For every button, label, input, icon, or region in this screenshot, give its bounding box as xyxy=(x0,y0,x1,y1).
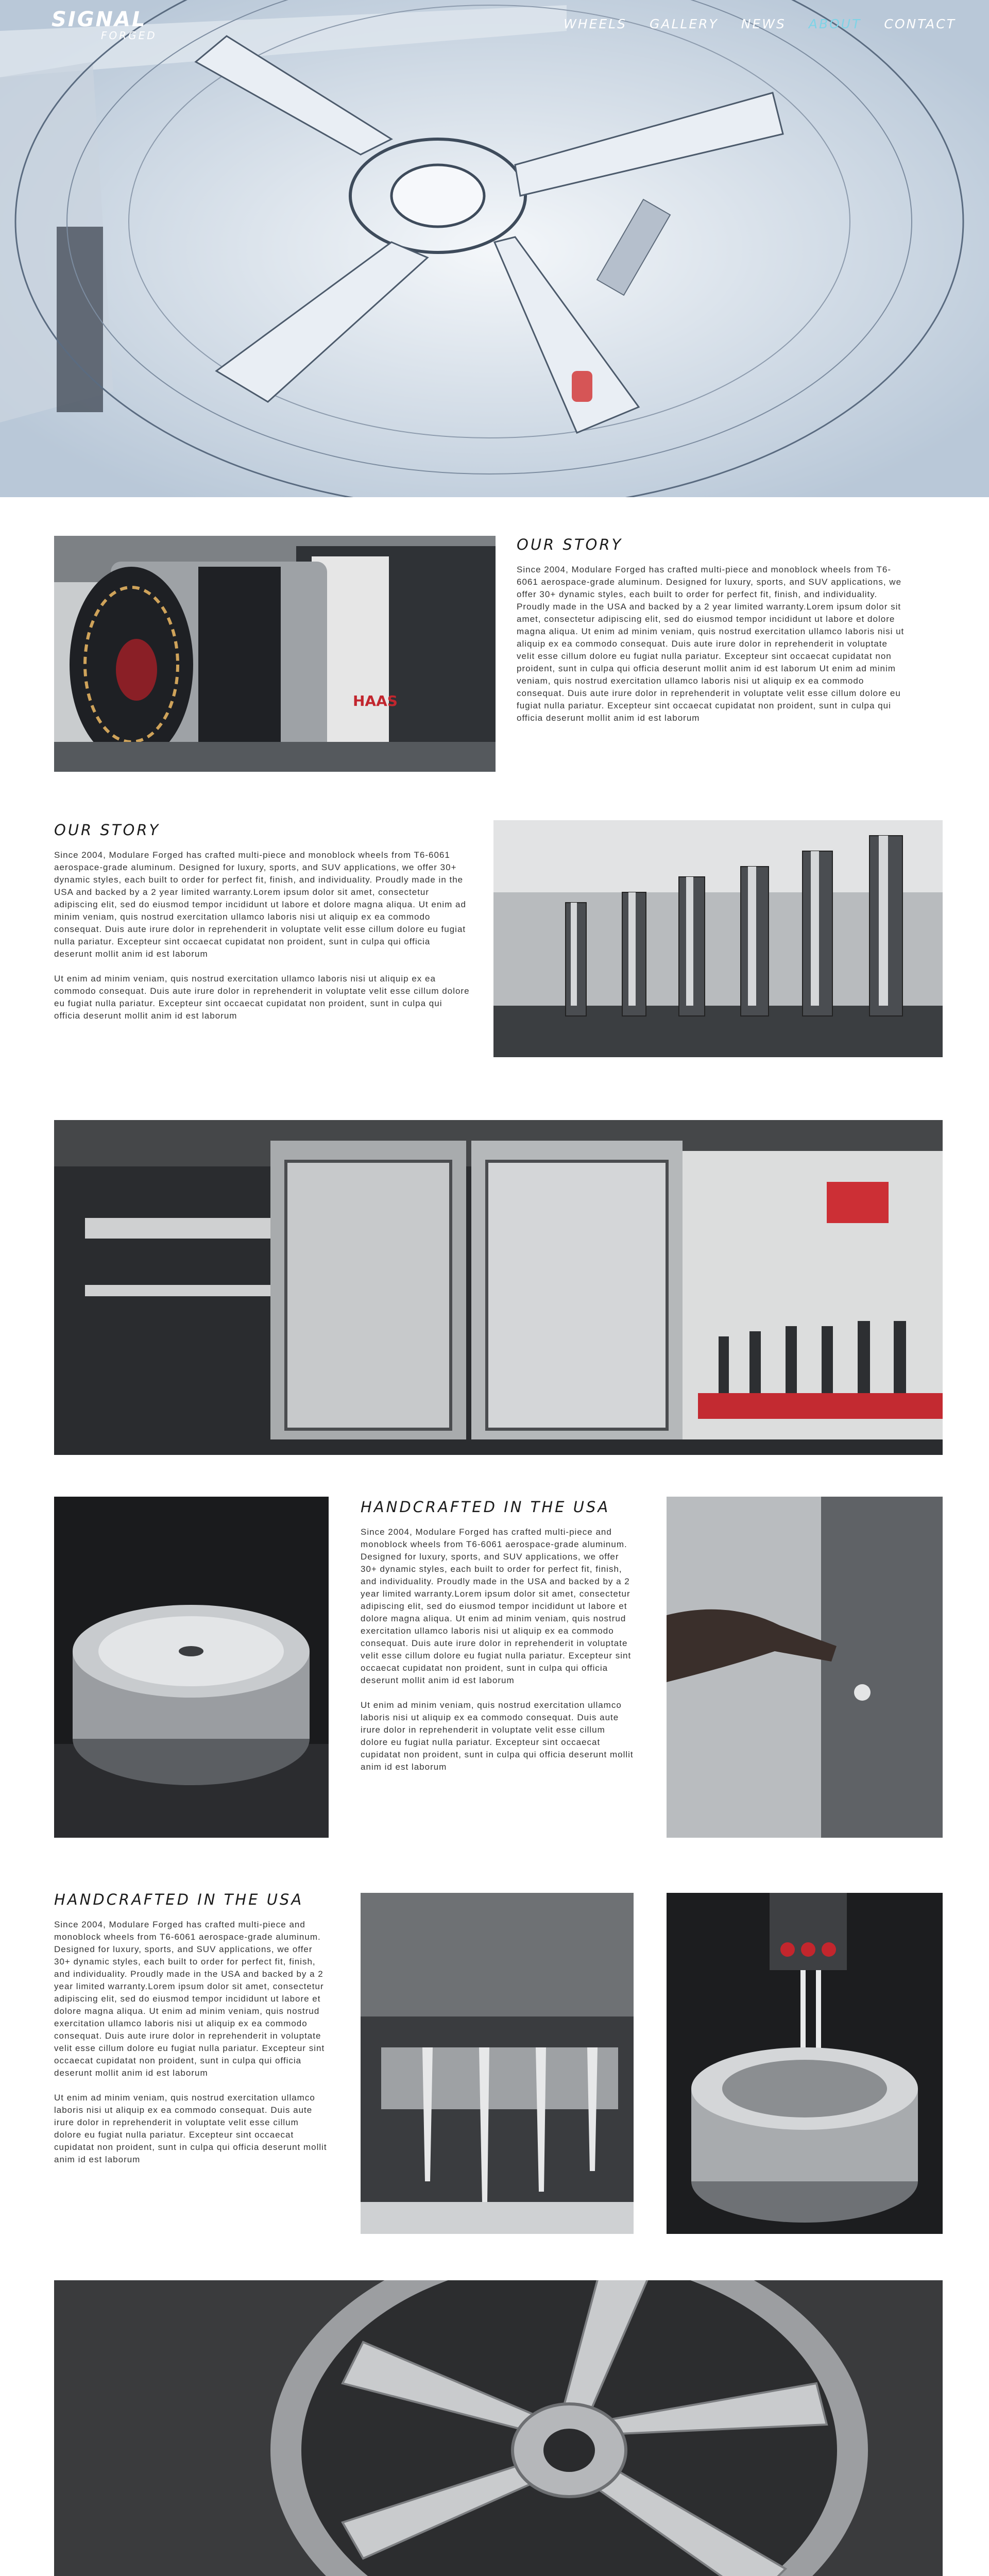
section-paragraph: Ut enim ad minim veniam, quis nostrud exercitation ullamco laboris nisi ut aliquip ex ea commodo consequat. Duis aute irure dolor in reprehenderit in voluptate velit esse cillum dolore eu fugiat nulla pariatur. Excepteur sint occaecat cupidatat non proident, sunt in culpa qui officia deserunt mollit anim id est laborum xyxy=(54,974,470,1021)
section-paragraph: Since 2004, Modulare Forged has crafted multi-piece and monoblock wheels from T6-6061 aerospace-grade aluminum. Designed for luxury, sports, and SUV applications, we offer 30+ dynamic styles, each built to order for perfect fit, finish, and individuality. Proudly made in the USA and backed by a 2 year limited warranty.Lorem ipsum dolor sit amet, consectetur adipiscing elit, sed do eiusmod tempor incididunt ut labore et dolore magna aliqua. Ut enim ad minim veniam, quis nostrud exercitation ullamco laboris nisi ut aliquip ex ea commodo consequat. Duis aute irure dolor in reprehenderit in voluptate velit esse cillum dolore eu fugiat nulla pariatur. Excepteur sint occaecat cupidatat non proident, sunt in culpa qui officia deserunt mollit anim id est laborum Ut enim ad minim veniam, quis nostrud exercitation ullamco laboris nisi ut aliquip ex ea commodo consequat. Duis aute irure dolor in reprehenderit in voluptate velit esse cillum dolore eu fugiat nulla pariatur. Excepteur sint occaecat cupidatat non proident, sunt in culpa qui officia deserunt mollit anim id est laborum xyxy=(517,565,905,723)
logo-line-1: SIGNAL xyxy=(52,8,147,31)
nav-about[interactable]: ABOUT xyxy=(808,16,862,31)
hero-banner xyxy=(0,0,989,497)
nav-gallery[interactable]: GALLERY xyxy=(649,16,719,31)
section-heading: OUR STORY xyxy=(54,821,161,839)
machined-wheel-image xyxy=(54,1497,329,1838)
main-nav xyxy=(564,16,956,31)
section-heading: OUR STORY xyxy=(517,536,623,553)
our-story-block-1 xyxy=(517,536,908,737)
workshop-machine-image xyxy=(54,1120,943,1455)
section-paragraph: Since 2004, Modulare Forged has crafted multi-piece and monoblock wheels from T6-6061 aerospace-grade aluminum. Designed for luxury, sports, and SUV applications, we offer 30+ dynamic styles, each built to order for perfect fit, finish, and individuality. Proudly made in the USA and backed by a 2 year limited warranty.Lorem ipsum dolor sit amet, consectetur adipiscing elit, sed do eiusmod tempor incididunt ut labore et dolore magna aliqua. Ut enim ad minim veniam, quis nostrud exercitation ullamco laboris nisi ut aliquip ex ea commodo consequat. Duis aute irure dolor in reprehenderit in voluptate velit esse cillum dolore eu fugiat nulla pariatur. Excepteur sint occaecat cupidatat non proident, sunt in culpa qui officia deserunt mollit anim id est laborum xyxy=(361,1527,632,1685)
section-paragraph: Ut enim ad minim veniam, quis nostrud exercitation ullamco laboris nisi ut aliquip ex ea commodo consequat. Duis aute irure dolor in reprehenderit in voluptate velit esse cillum dolore eu fugiat nulla pariatur. Excepteur sint occaecat cupidatat non proident, sunt in culpa qui officia deserunt mollit anim id est laborum xyxy=(361,1700,634,1772)
wheel-coolant-image xyxy=(667,1893,943,2234)
nav-news[interactable]: NEWS xyxy=(741,16,786,31)
coolant-milling-image xyxy=(361,1893,634,2234)
section-paragraph: Since 2004, Modulare Forged has crafted multi-piece and monoblock wheels from T6-6061 aerospace-grade aluminum. Designed for luxury, sports, and SUV applications, we offer 30+ dynamic styles, each built to order for perfect fit, finish, and individuality. Proudly made in the USA and backed by a 2 year limited warranty.Lorem ipsum dolor sit amet, consectetur adipiscing elit, sed do eiusmod tempor incididunt ut labore et dolore magna aliqua. Ut enim ad minim veniam, quis nostrud exercitation ullamco laboris nisi ut aliquip ex ea commodo consequat. Duis aute irure dolor in reprehenderit in voluptate velit esse cillum dolore eu fugiat nulla pariatur. Excepteur sint occaecat cupidatat non proident, sunt in culpa qui officia deserunt mollit anim id est laborum xyxy=(54,1920,325,2078)
haas-machine-image xyxy=(54,536,496,772)
section-paragraph: Ut enim ad minim veniam, quis nostrud exercitation ullamco laboris nisi ut aliquip ex ea commodo consequat. Duis aute irure dolor in reprehenderit in voluptate velit esse cillum dolore eu fugiat nulla pariatur. Excepteur sint occaecat cupidatat non proident, sunt in culpa qui officia deserunt mollit anim id est laborum xyxy=(54,2093,327,2164)
tool-holders-image xyxy=(493,820,943,1057)
handcrafted-block-1 xyxy=(361,1498,634,1786)
section-paragraph: Since 2004, Modulare Forged has crafted multi-piece and monoblock wheels from T6-6061 aerospace-grade aluminum. Designed for luxury, sports, and SUV applications, we offer 30+ dynamic styles, each built to order for perfect fit, finish, and individuality. Proudly made in the USA and backed by a 2 year limited warranty.Lorem ipsum dolor sit amet, consectetur adipiscing elit, sed do eiusmod tempor incididunt ut labore et dolore magna aliqua. Ut enim ad minim veniam, quis nostrud exercitation ullamco laboris nisi ut aliquip ex ea commodo consequat. Duis aute irure dolor in reprehenderit in voluptate velit esse cillum dolore eu fugiat nulla pariatur. Excepteur sint occaecat cupidatat non proident, sunt in culpa qui officia deserunt mollit anim id est laborum xyxy=(54,850,466,959)
section-heading: HANDCRAFTED IN THE USA xyxy=(54,1891,304,1908)
handcrafted-block-2 xyxy=(54,1891,327,2178)
hand-machine-image xyxy=(667,1497,943,1838)
nav-wheels[interactable]: WHEELS xyxy=(564,16,627,31)
our-story-block-2 xyxy=(54,821,471,1035)
hero-cad-wheel-image xyxy=(0,0,989,497)
svg-text:HAAS: HAAS xyxy=(353,692,398,709)
wheel-closeup-image xyxy=(54,2280,943,2576)
nav-contact[interactable]: CONTACT xyxy=(884,16,956,31)
section-heading: HANDCRAFTED IN THE USA xyxy=(361,1498,610,1516)
site-header xyxy=(0,0,989,49)
logo-line-2: FORGED xyxy=(101,29,157,42)
signal-forged-logo[interactable] xyxy=(52,9,157,41)
